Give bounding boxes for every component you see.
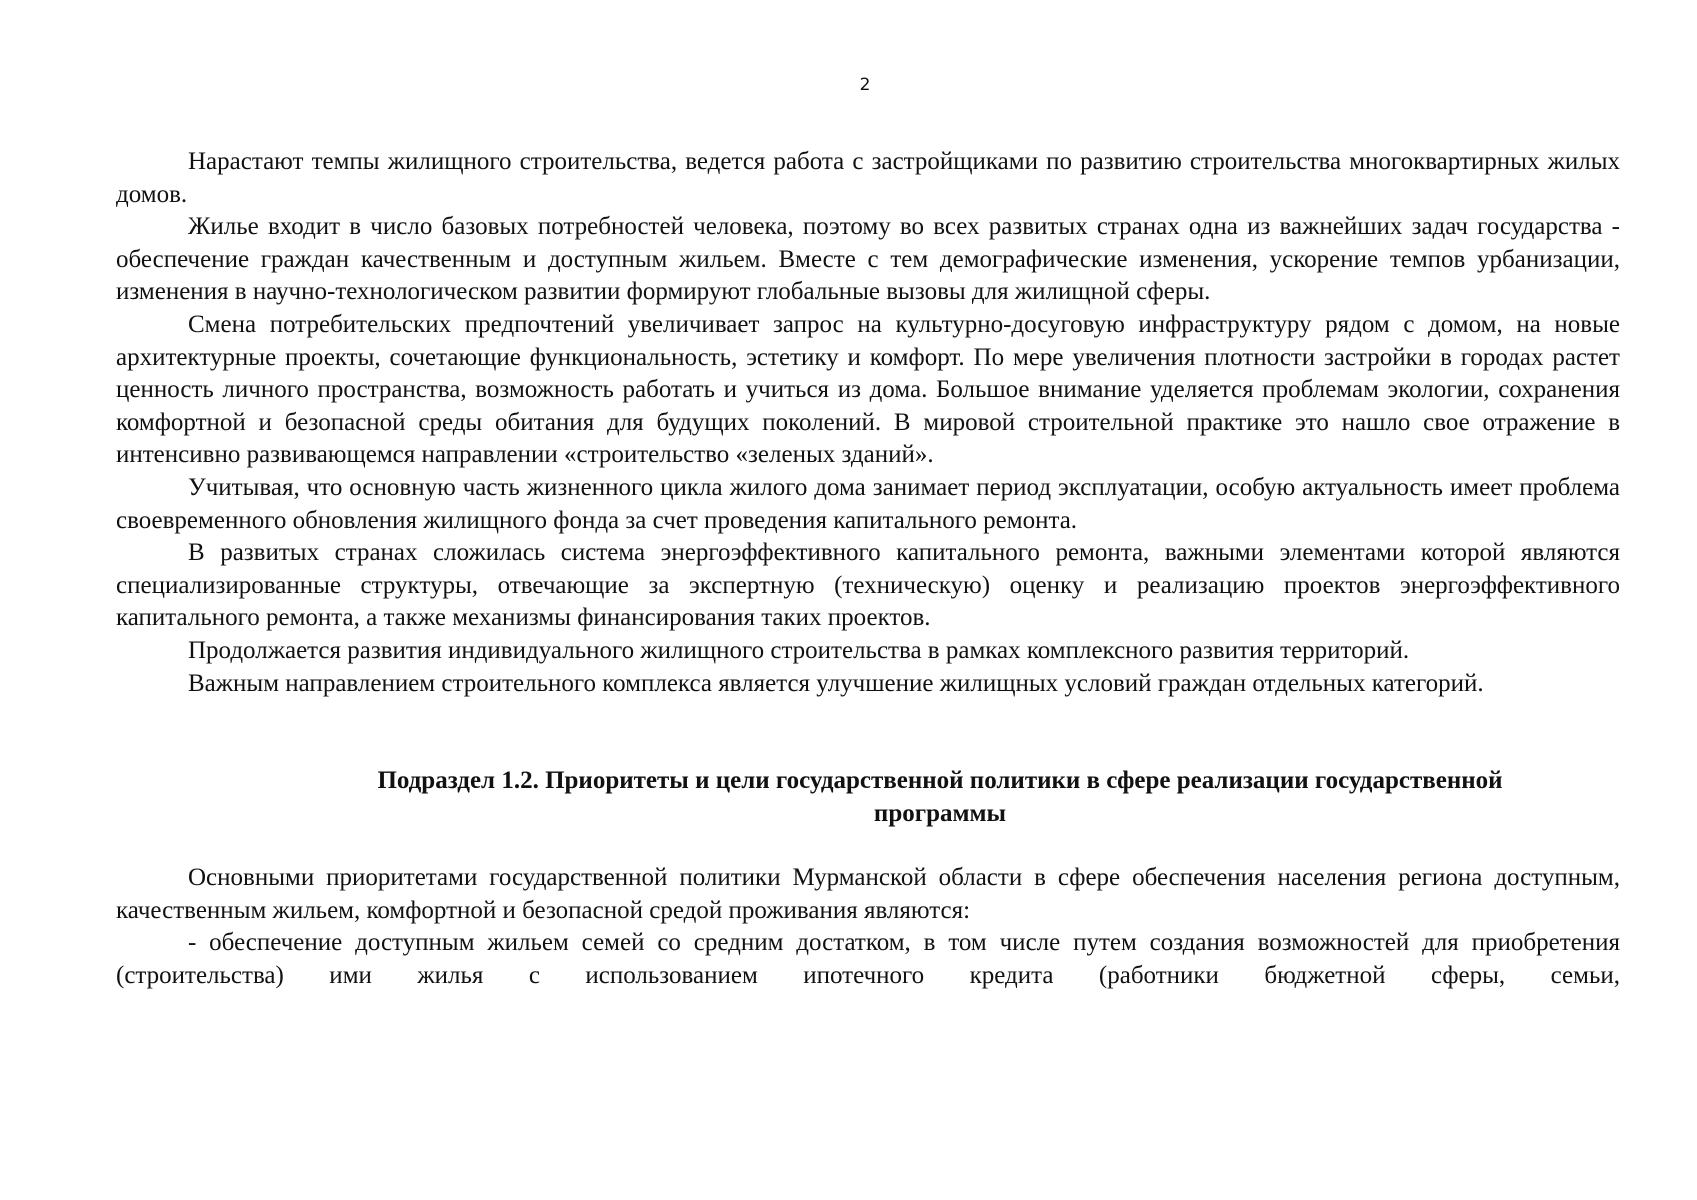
paragraph: Важным направлением строительного комплекса является улучшение жилищных условий граждан отдельных категорий. <box>188 669 1484 697</box>
section-priorities <box>116 862 1620 992</box>
paragraph: Жилье входит в число базовых потребностей человека, поэтому во всех развитых странах одна из важнейших задач государства - обеспечение граждан качественным и доступным жильем. Вместе с тем демографические изменения, ускорение темпов урбанизации, изменения в научно-технологическом развитии формируют глобальные вызовы для жилищной сферы. <box>116 213 1620 306</box>
paragraph: В развитых странах сложилась система энергоэффективного капитального ремонта, важными элементами которой являются специализированные структуры, отвечающие за экспертную (техническую) оценку и реализацию проектов энергоэффективного капитального ремонта, а также механизмы финансирования таких проектов. <box>116 539 1620 632</box>
document-body <box>116 146 1620 993</box>
paragraph: Учитывая, что основную часть жизненного цикла жилого дома занимает период эксплуатации, особую актуальность имеет проблема своевременного обновления жилищного фонда за счет проведения капитального ремонта. <box>116 473 1620 534</box>
section-intro <box>116 146 1620 700</box>
section-heading-line: Подраздел 1.2. Приоритеты и цели государственной политики в сфере реализации государственной <box>377 767 1503 795</box>
page-number: 2 <box>859 75 871 95</box>
paragraph: Продолжается развития индивидуального жилищного строительства в рамках комплексного развития территорий. <box>188 636 1410 664</box>
section-heading <box>116 765 1620 830</box>
paragraph: Основными приоритетами государственной политики Мурманской области в сфере обеспечения населения региона доступным, качественным жильем, комфортной и безопасной средой проживания являются: <box>116 864 1620 924</box>
paragraph: Нарастают темпы жилищного строительства, ведется работа с застройщиками по развитию строительства многоквартирных жилых домов. <box>116 148 1620 208</box>
section-heading-line: программы <box>873 799 1007 827</box>
paragraph: Смена потребительских предпочтений увеличивает запрос на культурно-досуговую инфраструктуру рядом с домом, на новые архитектурные проекты, сочетающие функциональность, эстетику и комфорт. По мере увеличения плотности застройки в городах растет ценность личного пространства, возможность работать и учиться из дома. Большое внимание уделяется проблемам экологии, сохранения комфортной и безопасной среды обитания для будущих поколений. В мировой строительной практике это нашло свое отражение в интенсивно развивающемся направлении «строительство «зеленых зданий». <box>116 310 1620 469</box>
paragraph: - обеспечение доступным жильем семей со средним достатком, в том числе путем создания возможностей для приобретения (строительства) ими жилья с использованием ипотечного кредита (работники бюджетной сферы, семьи, <box>116 929 1620 990</box>
